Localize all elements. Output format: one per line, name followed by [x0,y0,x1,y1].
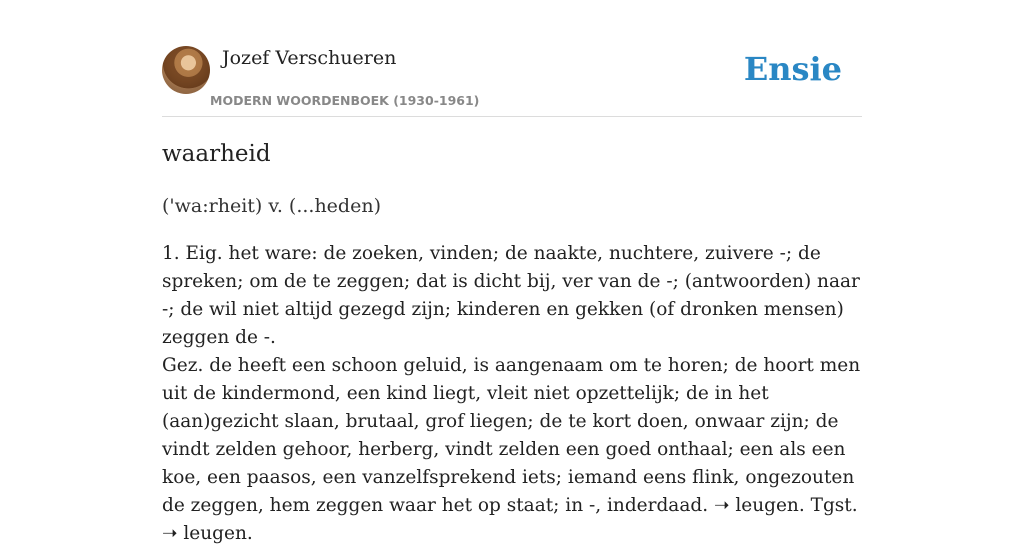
definition-paragraph-1: 1. Eig. het ware: de zoeken, vinden; de naakte, nuchtere, zuivere -; de spreken; om de te zeggen; dat is dicht bij, ver van de -; (antwoorden) naar -; de wil niet altijd gezegd zijn; kinderen en gekken (of dronken mensen) zeggen de -. [162,243,860,348]
entry-headword: waarheid [162,141,271,167]
header [162,46,862,117]
entry-pronunciation: ('wa:rheit) v. (...heden) [162,195,381,217]
brand-logo[interactable]: Ensie [743,50,842,88]
source-dictionary: MODERN WOORDENBOEK (1930-1961) [210,93,480,108]
author-name[interactable]: Jozef Verschueren [222,47,397,69]
author-avatar[interactable] [162,46,210,94]
definition-paragraph-2: Gez. de heeft een schoon geluid, is aangenaam om te horen; de hoort men uit de kindermond, een kind liegt, vleit niet opzettelijk; de in het (aan)gezicht slaan, brutaal, grof liegen; de te kort doen, onwaar zijn; de vindt zelden gehoor, herberg, vindt zelden een goed onthaal; een als een koe, een paasos, een vanzelfsprekend iets; iemand eens flink, ongezouten de zeggen, hem zeggen waar het op staat; in -, inderdaad. ➝ leugen. Tgst. ➝ leugen. [162,355,861,544]
